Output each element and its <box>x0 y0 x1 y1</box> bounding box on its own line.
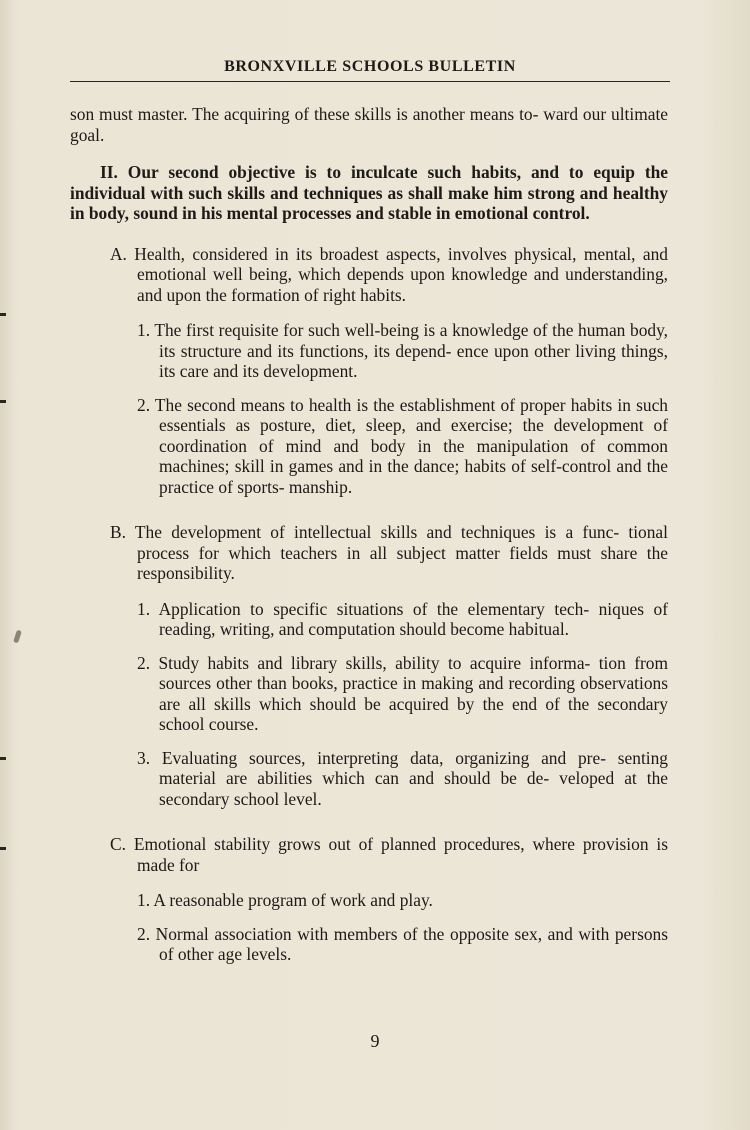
header-divider <box>70 81 670 82</box>
binding-mark <box>0 847 6 850</box>
paper-smudge <box>13 630 22 644</box>
section-b-item-2: 2. Study habits and library skills, ability to acquire informa‑ tion from sources other than books, practice in making and recording observations are all skills which should be acquired by the end of the secondary school course. <box>137 652 668 734</box>
section-c-item-2: 2. Normal association with members of the opposite sex, and with persons of other age levels. <box>137 923 668 964</box>
section-c-text: C. Emotional stability grows out of planned procedures, where provision is made for <box>110 834 668 875</box>
page-body <box>70 104 668 978</box>
section-a-item-2: 2. The second means to health is the establishment of proper habits in such essentials as posture, diet, sleep, and exercise; the development of coordination of mind and body in the manipulation of common machines; skill in games and in the dance; habits of self‑control and the practice of sports‑ manship. <box>137 394 668 497</box>
objective-heading: II. Our second objective is to inculcate such habits, and to equip the individual with such skills and techniques as shall make him strong and healthy in body, sound in his mental processes and stable in emotional control. <box>70 162 668 223</box>
section-b-text: B. The development of intellectual skills and techniques is a func‑ tional process for which teachers in all subject matter fields must share the responsibility. <box>110 522 668 583</box>
binding-mark <box>0 757 6 760</box>
page-header-title: BRONXVILLE SCHOOLS BULLETIN <box>224 58 516 75</box>
section-b-item-3: 3. Evaluating sources, interpreting data, organizing and pre‑ senting material are abilities which can and should be de‑ veloped at the secondary school level. <box>137 747 668 809</box>
binding-mark <box>0 313 6 316</box>
section-a-item-1: 1. The first requisite for such well‑being is a knowledge of the human body, its structure and its functions, its depend‑ ence upon other living things, its care and its development. <box>137 320 668 381</box>
section-c-item-1: 1. A reasonable program of work and play. <box>137 890 433 910</box>
section-b-item-1: 1. Application to specific situations of the elementary tech‑ niques of reading, writing, and computation should become habitual. <box>137 598 668 639</box>
binding-mark <box>0 400 6 403</box>
intro-paragraph: son must master. The acquiring of these skills is another means to‑ ward our ultimate goal. <box>70 104 668 145</box>
section-a-text: A. Health, considered in its broadest aspects, involves physical, mental, and emotional well being, which depends upon knowledge and understanding, and upon the formation of right habits. <box>110 243 668 305</box>
page-number: 9 <box>370 1031 380 1051</box>
